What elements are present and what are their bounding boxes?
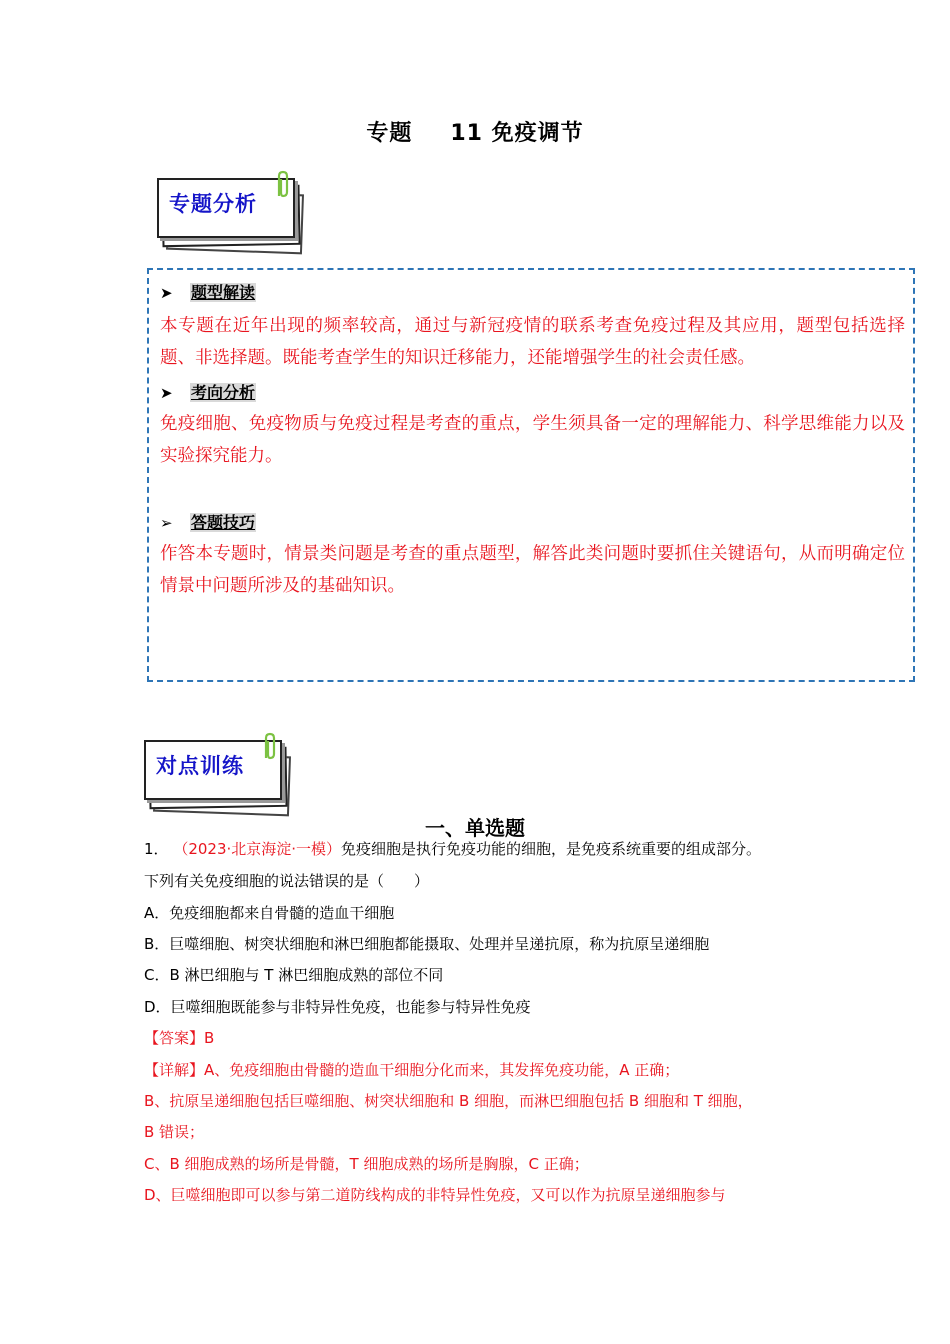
option-a: A．免疫细胞都来自骨髓的造血干细胞 [144,904,395,922]
question-number: 1． [144,840,169,858]
heading-exam-direction-label: 考向分析 [191,383,256,402]
answer: 【答案】B [144,1029,215,1047]
paperclip-icon [273,170,291,200]
paragraph-exam-direction: 免疫细胞、免疫物质与免疫过程是考查的重点，学生须具备一定的理解能力、科学思维能力以及实验探究能力。 [160,414,905,466]
analysis-badge [155,178,305,248]
analysis-badge-label: 专题分析 [169,192,257,216]
title-part1: 专题 [366,121,413,146]
heading-exam-direction [160,380,256,403]
training-badge [142,740,292,810]
option-d: D．巨噬细胞既能参与非特异性免疫，也能参与特异性免疫 [144,998,531,1016]
arrow-bullet-icon: ➤ [160,384,173,402]
option-b: B．巨噬细胞、树突状细胞和淋巴细胞都能摄取、处理并呈递抗原，称为抗原呈递细胞 [144,935,710,953]
question-stem-part2: 下列有关免疫细胞的说法错误的是（ ） [144,872,430,890]
paperclip-icon [260,732,278,762]
option-c: C．B 淋巴细胞与 T 淋巴细胞成熟的部位不同 [144,966,444,984]
explanation-line-3: B 错误； [144,1123,205,1141]
page-title [0,116,950,147]
title-part2: 11 免疫调节 [450,121,584,146]
arrow-bullet-icon: ➢ [160,514,173,532]
arrow-bullet-icon: ➤ [160,284,173,302]
question-1-stem [144,838,761,859]
explanation-line-4: C、B 细胞成熟的场所是骨髓，T 细胞成熟的场所是胸腺，C 正确； [144,1155,589,1173]
section-title: 一、单选题 [425,816,525,840]
heading-answer-tips-label: 答题技巧 [191,513,256,532]
paragraph-question-type: 本专题在近年出现的频率较高，通过与新冠疫情的联系考查免疫过程及其应用，题型包括选择题、非选择题。既能考查学生的知识迁移能力，还能增强学生的社会责任感。 [160,316,905,368]
heading-answer-tips [160,510,256,533]
training-badge-label: 对点训练 [156,754,244,778]
paragraph-answer-tips: 作答本专题时，情景类问题是考查的重点题型，解答此类问题时要抓住关键语句，从而明确定位情景中问题所涉及的基础知识。 [160,544,905,596]
heading-question-type [160,280,256,303]
heading-question-type-label: 题型解读 [191,283,256,302]
explanation-line-1: 【详解】A、免疫细胞由骨髓的造血干细胞分化而来，其发挥免疫功能，A 正确； [144,1061,680,1079]
question-source: （2023·北京海淀·一模） [173,840,342,858]
explanation-line-5: D、巨噬细胞即可以参与第二道防线构成的非特异性免疫，又可以作为抗原呈递细胞参与 [144,1186,726,1204]
question-stem-part1: 免疫细胞是执行免疫功能的细胞，是免疫系统重要的组成部分。 [341,840,762,858]
explanation-line-2: B、抗原呈递细胞包括巨噬细胞、树突状细胞和 B 细胞，而淋巴细胞包括 B 细胞和 T 细胞， [144,1092,753,1110]
